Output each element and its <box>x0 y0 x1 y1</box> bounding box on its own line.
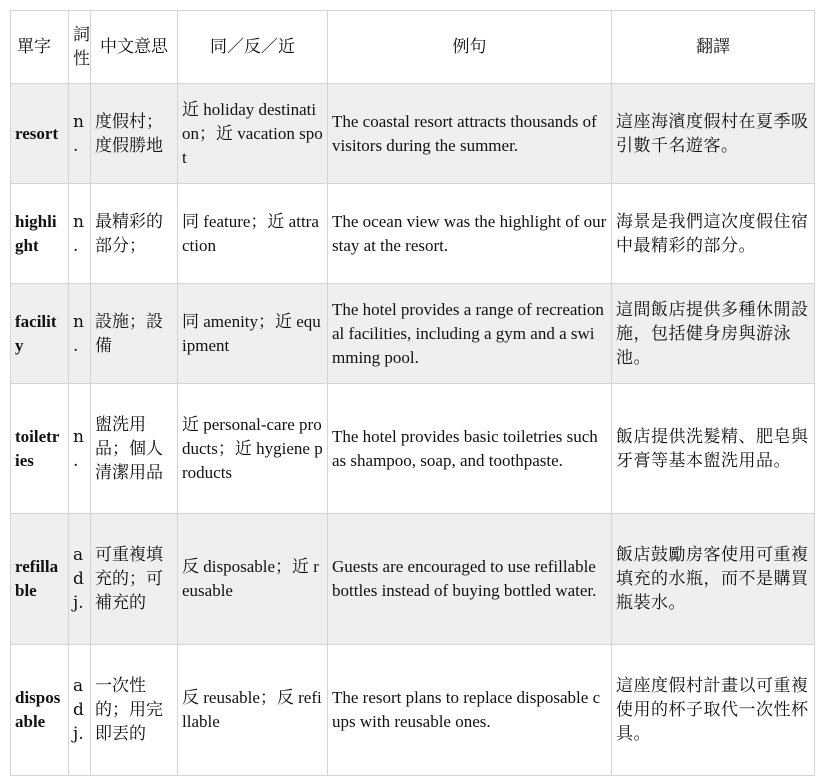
related-cell: 近 holiday destination；近 vacation spot <box>178 84 328 184</box>
header-meaning: 中文意思 <box>91 11 178 84</box>
related-cell: 反 reusable；反 refillable <box>178 645 328 776</box>
header-pos: 詞性 <box>69 11 91 84</box>
word-cell: toiletries <box>11 384 69 514</box>
header-example: 例句 <box>328 11 612 84</box>
word-cell: refillable <box>11 514 69 645</box>
example-cell: The resort plans to replace disposable cups with reusable ones. <box>328 645 612 776</box>
translation-cell: 這間飯店提供多種休閒設施，包括健身房與游泳池。 <box>612 284 815 384</box>
meaning-cell: 最精彩的部分； <box>91 184 178 284</box>
table-row <box>11 645 815 776</box>
header-translation: 翻譯 <box>612 11 815 84</box>
translation-cell: 這座度假村計畫以可重複使用的杯子取代一次性杯具。 <box>612 645 815 776</box>
word-cell: facility <box>11 284 69 384</box>
meaning-cell: 可重複填充的；可補充的 <box>91 514 178 645</box>
example-cell: Guests are encouraged to use refillable bottles instead of buying bottled water. <box>328 514 612 645</box>
table-row <box>11 84 815 184</box>
related-cell: 反 disposable；近 reusable <box>178 514 328 645</box>
related-cell: 近 personal-care products；近 hygiene products <box>178 384 328 514</box>
pos-cell: n. <box>69 284 91 384</box>
translation-cell: 飯店鼓勵房客使用可重複填充的水瓶，而不是購買瓶裝水。 <box>612 514 815 645</box>
related-cell: 同 feature；近 attraction <box>178 184 328 284</box>
translation-cell: 海景是我們這次度假住宿中最精彩的部分。 <box>612 184 815 284</box>
example-cell: The ocean view was the highlight of our stay at the resort. <box>328 184 612 284</box>
pos-cell: n. <box>69 84 91 184</box>
table-row <box>11 514 815 645</box>
header-row <box>11 11 815 84</box>
pos-cell: n. <box>69 184 91 284</box>
example-cell: The hotel provides a range of recreational facilities, including a gym and a swimming pool. <box>328 284 612 384</box>
meaning-cell: 度假村；度假勝地 <box>91 84 178 184</box>
header-word: 單字 <box>11 11 69 84</box>
meaning-cell: 設施；設備 <box>91 284 178 384</box>
word-cell: highlight <box>11 184 69 284</box>
translation-cell: 飯店提供洗髮精、肥皂與牙膏等基本盥洗用品。 <box>612 384 815 514</box>
example-cell: The hotel provides basic toiletries such as shampoo, soap, and toothpaste. <box>328 384 612 514</box>
word-cell: disposable <box>11 645 69 776</box>
related-cell: 同 amenity；近 equipment <box>178 284 328 384</box>
example-cell: The coastal resort attracts thousands of visitors during the summer. <box>328 84 612 184</box>
table-row <box>11 284 815 384</box>
pos-cell: n. <box>69 384 91 514</box>
table-row <box>11 384 815 514</box>
header-related: 同／反／近 <box>178 11 328 84</box>
pos-cell: adj. <box>69 645 91 776</box>
meaning-cell: 一次性的；用完即丟的 <box>91 645 178 776</box>
meaning-cell: 盥洗用品；個人清潔用品 <box>91 384 178 514</box>
table-row <box>11 184 815 284</box>
word-cell: resort <box>11 84 69 184</box>
pos-cell: adj. <box>69 514 91 645</box>
vocabulary-table <box>10 10 815 776</box>
translation-cell: 這座海濱度假村在夏季吸引數千名遊客。 <box>612 84 815 184</box>
